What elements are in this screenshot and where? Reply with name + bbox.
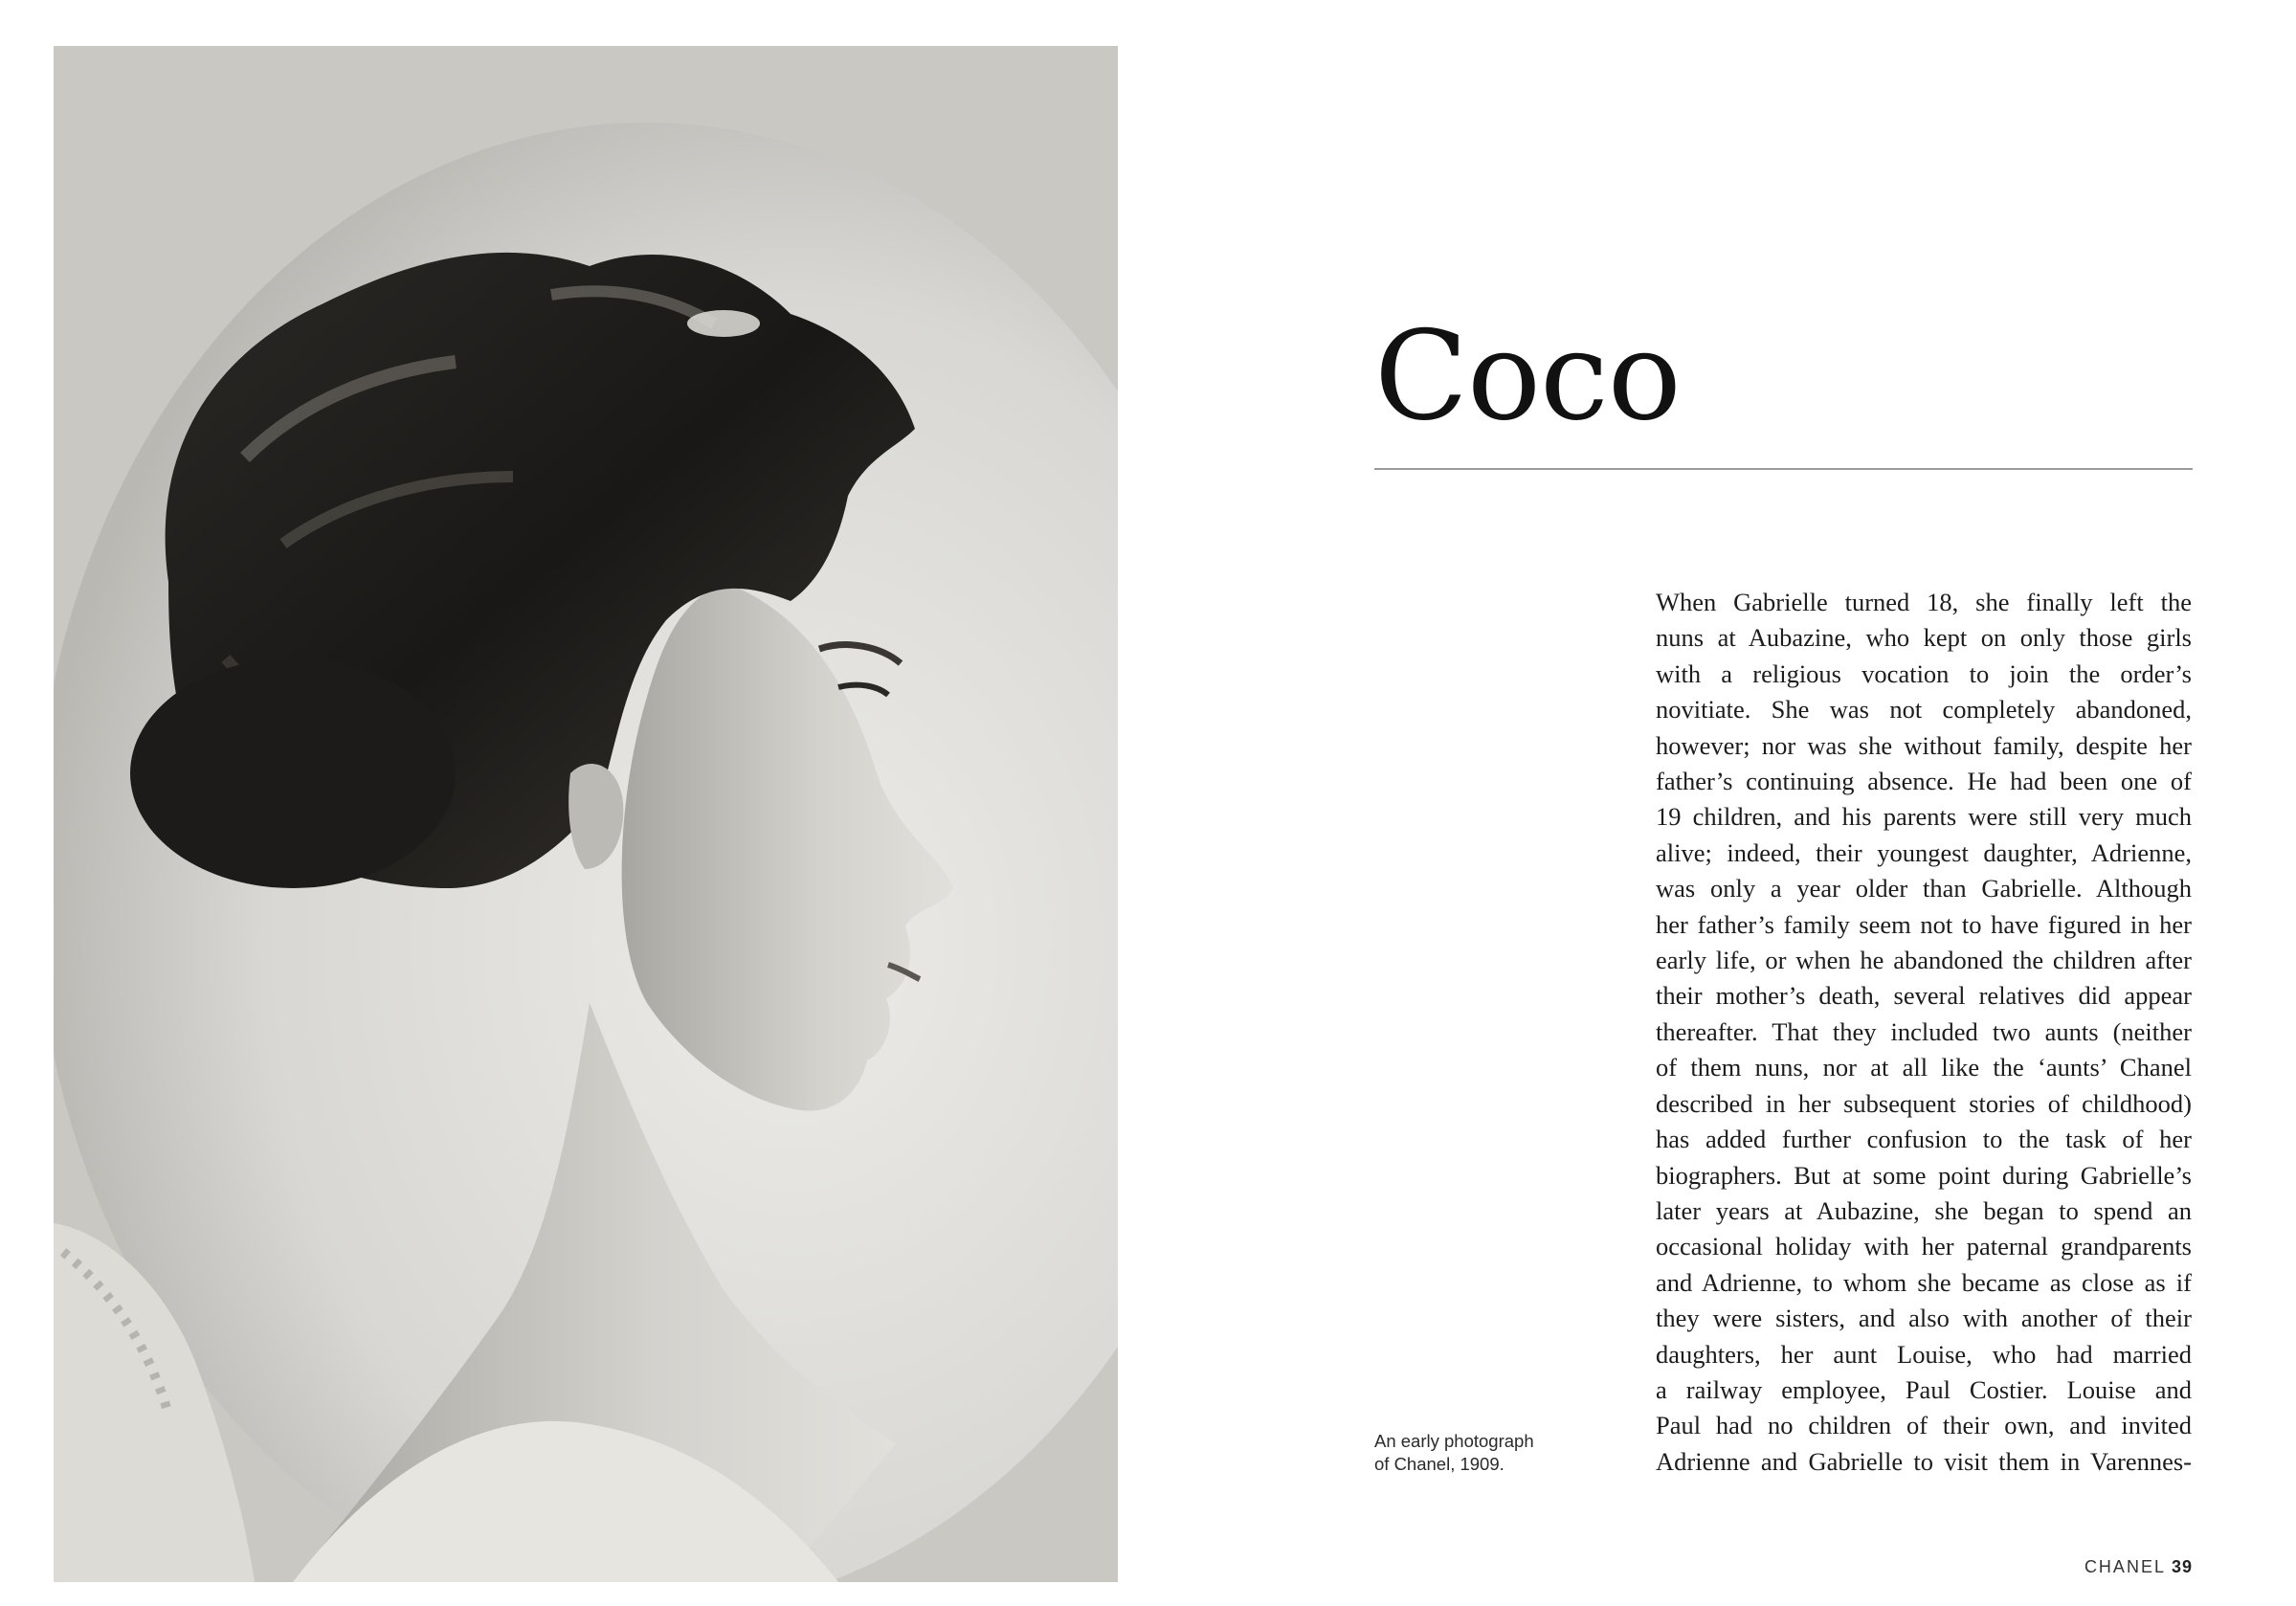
body-line: early life, or when he abandoned the children after (1656, 946, 2192, 975)
body-line: novitiate. She was not completely abandoned, (1656, 695, 2192, 725)
body-line: biographers. But at some point during Gabrielle’s (1656, 1160, 2192, 1190)
body-line: daughters, her aunt Louise, who had married (1656, 1339, 2192, 1369)
portrait-photograph (54, 46, 1118, 1582)
body-line: described in her subsequent stories of childhood) (1656, 1088, 2192, 1118)
running-head: CHANEL (2084, 1557, 2166, 1576)
body-line: and Adrienne, to whom she became as close as if (1656, 1267, 2192, 1297)
body-line: father’s continuing absence. He had been one of (1656, 767, 2192, 796)
body-line: When Gabrielle turned 18, she finally left the (1656, 588, 2192, 616)
body-line: nuns at Aubazine, who kept on only those girls (1656, 623, 2192, 653)
body-line: occasional holiday with her paternal grandparents (1656, 1232, 2192, 1261)
body-line: 19 children, and his parents were still very much (1656, 802, 2192, 832)
body-line: later years at Aubazine, she began to spend an (1656, 1195, 2192, 1225)
body-line: a railway employee, Paul Costier. Louise and (1656, 1374, 2192, 1404)
body-line: thereafter. That they included two aunts (neither (1656, 1016, 2192, 1046)
title-divider (1374, 468, 2193, 470)
body-line: her father’s family seem not to have figured in her (1656, 909, 2192, 939)
chapter-title: Coco (1374, 305, 1681, 448)
page-folio (2084, 1557, 2193, 1577)
body-line: Paul had no children of their own, and invited (1656, 1411, 2192, 1440)
body-line: alive; indeed, their youngest daughter, Adrienne, (1656, 837, 2192, 867)
body-text (1656, 585, 2192, 1480)
body-line: has added further confusion to the task of her (1656, 1125, 2192, 1154)
body-line: was only a year older than Gabrielle. Although (1656, 874, 2192, 903)
body-line: Adrienne and Gabrielle to visit them in Varennes- (1656, 1446, 2192, 1476)
page-number: 39 (2171, 1557, 2193, 1576)
portrait-illustration (54, 46, 1118, 1582)
body-line: with a religious vocation to join the order’s (1656, 658, 2192, 688)
body-line: however; nor was she without family, despite her (1656, 730, 2192, 760)
body-line: they were sisters, and also with another of their (1656, 1304, 2192, 1333)
caption-line: of Chanel, 1909. (1374, 1454, 1505, 1474)
caption-line: An early photograph (1374, 1431, 1534, 1451)
body-line: of them nuns, nor at all like the ‘aunts’ Chanel (1656, 1053, 2192, 1082)
body-line: their mother’s death, several relatives did appear (1656, 981, 2192, 1011)
photo-caption (1374, 1430, 1623, 1476)
